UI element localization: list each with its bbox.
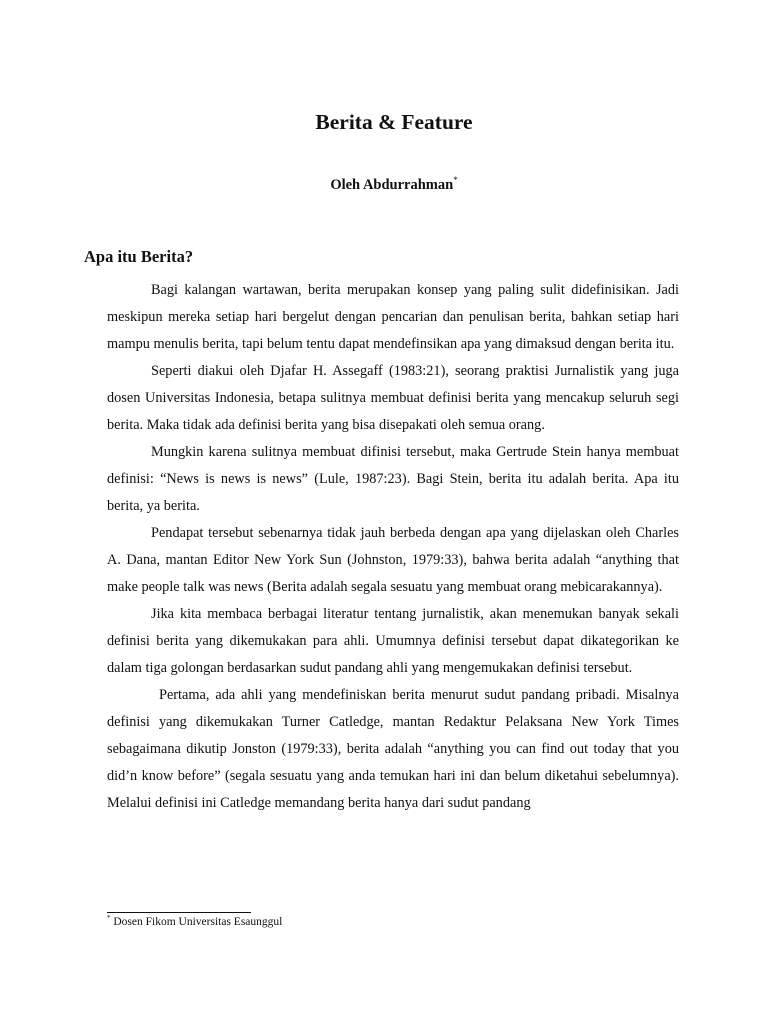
author-line bbox=[0, 177, 768, 194]
paragraph: Seperti diakui oleh Djafar H. Assegaff (1983:21), seorang praktisi Jurnalistik yang juga dosen Universitas Indonesia, betapa sulitnya membuat definisi berita yang mencakup seluruh segi berita. Maka tidak ada definisi berita yang bisa disepakati oleh semua orang. bbox=[107, 363, 679, 433]
paragraph: Pendapat tersebut sebenarnya tidak jauh berbeda dengan apa yang dijelaskan oleh Charles A. Dana, mantan Editor New York Sun (Johnston, 1979:33), bahwa berita adalah “anything that make people talk was news (Berita adalah segala sesuatu yang membuat orang mebicarakannya). bbox=[107, 525, 679, 595]
document-title: Berita & Feature bbox=[315, 110, 473, 134]
body-text bbox=[107, 277, 679, 817]
paragraph: Pertama, ada ahli yang mendefiniskan berita menurut sudut pandang pribadi. Misalnya definisi yang dikemukakan Turner Catledge, mantan Redaktur Pelaksana New York Times sebagaimana dikutip Jonston (1979:33), berita adalah “anything you can find out today that you did’n know before” (segala sesuatu yang anda temukan hari ini dan belum diketahui sebelumnya). Melalui definisi ini Catledge memandang berita hanya dari sudut pandang bbox=[107, 687, 679, 811]
author-footnote-mark: * bbox=[453, 175, 458, 186]
paragraph: Jika kita membaca berbagai literatur tentang jurnalistik, akan menemukan banyak sekali definisi berita yang dikemukakan para ahli. Umumnya definisi tersebut dapat dikategorikan ke dalam tiga golongan berdasarkan sudut pandang ahli yang mengemukakan definisi tersebut. bbox=[107, 606, 679, 676]
paragraph: Bagi kalangan wartawan, berita merupakan konsep yang paling sulit didefinisikan. Jadi meskipun mereka setiap hari bergelut dengan pencarian dan penulisan berita, bahkan setiap hari mampu menulis berita, tapi belum tentu dapat mendefinsikan apa yang dimaksud dengan berita itu. bbox=[107, 282, 679, 352]
footnote-divider bbox=[107, 912, 251, 913]
paragraph: Mungkin karena sulitnya membuat difinisi tersebut, maka Gertrude Stein hanya membuat definisi: “News is news is news” (Lule, 1987:23). Bagi Stein, berita itu adalah berita. Apa itu berita, ya berita. bbox=[107, 444, 679, 514]
section-heading: Apa itu Berita? bbox=[84, 247, 194, 266]
footnote bbox=[107, 916, 282, 928]
author-name: Oleh Abdurrahman bbox=[330, 177, 454, 193]
footnote-mark: * bbox=[107, 914, 111, 923]
footnote-text: Dosen Fikom Universitas Esaunggul bbox=[110, 916, 283, 928]
